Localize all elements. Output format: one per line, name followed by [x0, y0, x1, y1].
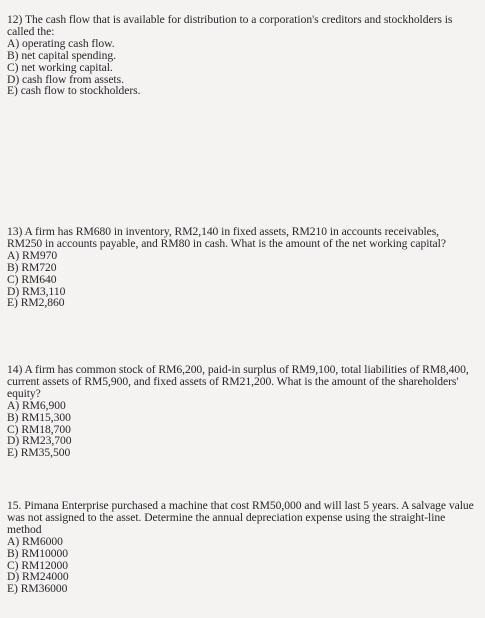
question-stem: 14) A firm has common stock of RM6,200, paid-in surplus of RM9,100, total liabilities of RM8,400, current assets of RM5,900, and fixed assets of RM21,200. What is the amount of the shareholders' equity? — [7, 363, 469, 400]
option-b: B) RM720 — [7, 260, 57, 274]
option-b: B) RM10000 — [7, 546, 69, 560]
option-c: C) net working capital. — [7, 60, 113, 74]
question-stem: 12) The cash flow that is available for distribution to a corporation's creditors and stockholders is called the: — [7, 13, 453, 38]
option-c: C) RM640 — [7, 272, 57, 286]
option-e: E) cash flow to stockholders. — [7, 84, 141, 98]
option-b: B) net capital spending. — [7, 48, 116, 62]
question-15 — [7, 500, 477, 595]
question-14 — [7, 364, 477, 459]
option-a: A) RM6,900 — [7, 398, 66, 412]
option-d: D) RM23,700 — [7, 434, 72, 448]
option-e: E) RM36000 — [7, 582, 68, 596]
option-d: D) RM24000 — [7, 570, 69, 584]
option-d: D) RM3,110 — [7, 284, 66, 298]
option-c: C) RM18,700 — [7, 422, 71, 436]
answer-options — [7, 400, 477, 460]
answer-options — [7, 250, 477, 310]
question-13 — [7, 226, 477, 309]
option-a: A) operating cash flow. — [7, 36, 115, 50]
option-a: A) RM970 — [7, 248, 58, 262]
option-e: E) RM2,860 — [7, 296, 65, 310]
question-12 — [7, 14, 477, 97]
answer-options — [7, 38, 477, 98]
option-e: E) RM35,500 — [7, 446, 71, 460]
option-c: C) RM12000 — [7, 558, 69, 572]
answer-options — [7, 536, 477, 596]
option-a: A) RM6000 — [7, 534, 63, 548]
option-d: D) cash flow from assets. — [7, 72, 124, 86]
option-b: B) RM15,300 — [7, 410, 71, 424]
question-stem: 15. Pimana Enterprise purchased a machine that cost RM50,000 and will last 5 years. A salvage value was not assigned to the asset. Determine the annual depreciation expense using the straight-line method — [7, 499, 474, 536]
question-stem: 13) A firm has RM680 in inventory, RM2,140 in fixed assets, RM210 in accounts receivables, RM250 in accounts payable, and RM80 in cash. What is the amount of the net working capital? — [7, 225, 446, 250]
